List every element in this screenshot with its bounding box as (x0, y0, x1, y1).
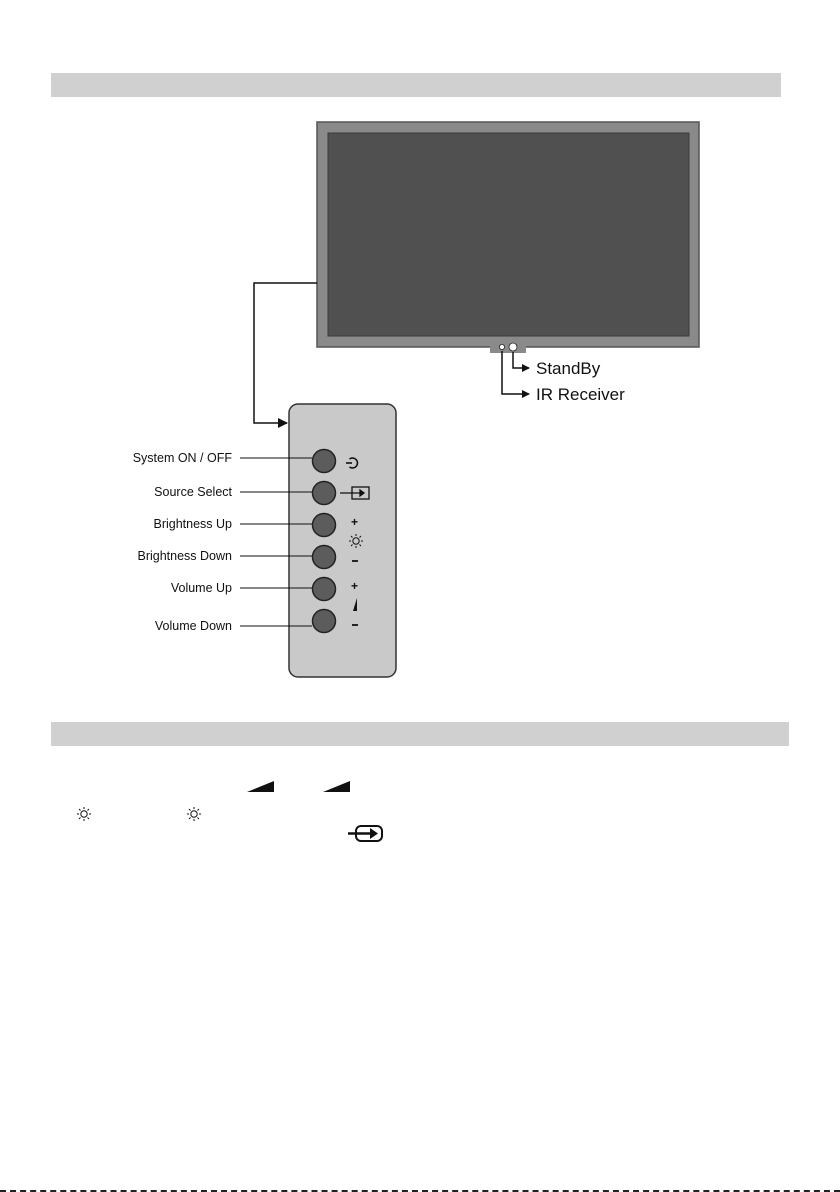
system-on-off-button[interactable] (313, 450, 336, 473)
ir-receiver-label: IR Receiver (536, 385, 625, 404)
standby-indicator (509, 343, 517, 351)
plus-icon: + (351, 515, 359, 529)
ir-receiver-leader (502, 351, 529, 394)
source-select-button[interactable] (313, 482, 336, 505)
brightness-icon (77, 807, 91, 821)
brightness-up-button[interactable] (313, 514, 336, 537)
legend-icons (77, 781, 382, 841)
label-source-select: Source Select (154, 485, 232, 499)
label-brightness-down: Brightness Down (137, 549, 232, 563)
volume-icon (247, 781, 274, 792)
page-bottom-edge (0, 1188, 840, 1192)
brightness-down-button[interactable] (313, 546, 336, 569)
standby-label: StandBy (536, 359, 601, 378)
sensor-bezel (490, 340, 526, 353)
label-system-on-off: System ON / OFF (132, 451, 232, 465)
volume-up-button[interactable] (313, 578, 336, 601)
brightness-icon (187, 807, 201, 821)
label-brightness-up: Brightness Up (153, 517, 232, 531)
label-volume-up: Volume Up (170, 581, 232, 595)
volume-down-button[interactable] (313, 610, 336, 633)
control-keypad (289, 404, 396, 677)
standby-leader (513, 352, 529, 368)
source-input-icon (348, 826, 382, 841)
volume-icon (323, 781, 350, 792)
keypad-connection-line (254, 283, 317, 423)
ir-receiver-indicator (499, 344, 504, 349)
plus-icon: + (351, 579, 359, 593)
label-volume-down: Volume Down (154, 619, 232, 633)
monitor (317, 122, 699, 353)
keypad-labels (133, 451, 312, 633)
keypad-body (289, 404, 396, 677)
monitor-screen (328, 133, 689, 336)
